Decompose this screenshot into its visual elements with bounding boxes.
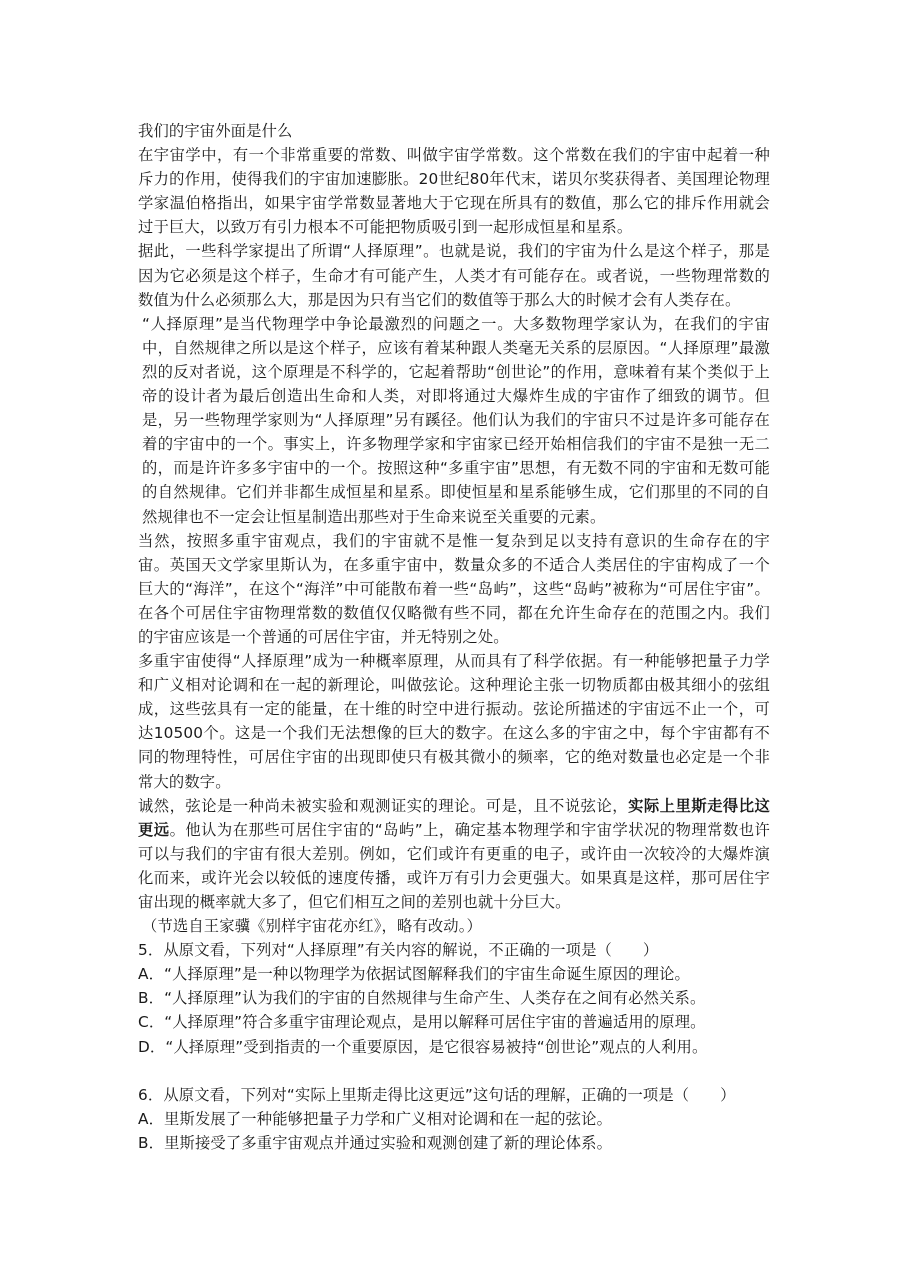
question-6-option-b: B．里斯接受了多重宇宙观点并通过实验和观测创建了新的理论体系。 [138, 1133, 613, 1152]
paragraph-5: 多重宇宙使得“人择原理”成为一种概率原理，从而具有了科学依据。有一种能够把量子力学和广义相对论调和在一起的新理论，叫做弦论。这种理论主张一切物质都由极其细小的弦组成，这些弦具有一定的能量，在十维的时空中进行振动。弦论所描述的宇宙远不止一个，可达10500个。这是一个我们无法想像的巨大的数字。在这么多的宇宙之中，每个宇宙都有不同的物理特性，可居住宇宙的出现即使只有极其微小的频率，它的绝对数量也必定是一个非常大的数字。 [138, 652, 770, 791]
paragraph-3: “人择原理”是当代物理学中争论最激烈的问题之一。大多数物理学家认为，在我们的宇宙中，自然规律之所以是这个样子，应该有着某种跟人类毫无关系的层原因。“人择原理”最激烈的反对者说，这个原理是不科学的，它起着帮助“创世论”的作用，意味着有某个类似于上帝的设计者为最后创造出生命和人类，对即将通过大爆炸生成的宇宙作了细致的调节。但是，另一些物理学家则为“人择原理”另有蹊径。他们认为我们的宇宙只不过是许多可能存在着的宇宙中的一个。事实上，许多物理学家和宇宙家已经开始相信我们的宇宙不是独一无二的，而是许许多多宇宙中的一个。按照这种“多重宇宙”思想，有无数不同的宇宙和无数可能的自然规律。它们并非都生成恒星和星系。即使恒星和星系能够生成，它们那里的不同的自然规律也不一定会让恒星制造出那些对于生命来说至关重要的元素。 [142, 314, 770, 526]
source-note: （节选自王家骥《别样宇宙花亦红》，略有改动。） [142, 917, 482, 936]
question-5-option-a: A．“人择原理”是一种以物理学为依据试图解释我们的宇宙生命诞生原因的理论。 [138, 965, 690, 984]
question-5-option-c: C．“人择原理”符合多重宇宙理论观点，是用以解释可居住宇宙的普遍适用的原理。 [138, 1013, 706, 1032]
question-5-stem: 5．从原文看，下列对“人择原理”有关内容的解说，不正确的一项是（ ） [138, 941, 659, 960]
document-page [138, 119, 770, 1155]
question-5-option-b: B．“人择原理”认为我们的宇宙的自然规律与生命产生、人类存在之间有必然关系。 [138, 989, 706, 1008]
paragraph-6 [138, 794, 770, 914]
question-6-option-a: A．里斯发展了一种能够把量子力学和广义相对论调和在一起的弦论。 [138, 1109, 613, 1128]
paragraph-6-start: 诚然，弦论是一种尚未被实验和观测证实的理论。可是，且不说弦论， [138, 796, 629, 815]
paragraph-1: 在宇宙学中，有一个非常重要的常数、叫做宇宙学常数。这个常数在我们的宇宙中起着一种斥力的作用，使得我们的宇宙加速膨胀。20世纪80年代末，诺贝尔奖获得者、美国理论物理学家温伯格指出，如果宇宙学常数显著地大于它现在所具有的数值，那么它的排斥作用就会过于巨大，以致万有引力根本不可能把物质吸引到一起形成恒星和星系。 [138, 146, 770, 237]
emphasized-sentence: 实际上里斯走得比这更远 [138, 796, 770, 839]
paragraph-4: 当然，按照多重宇宙观点，我们的宇宙就不是惟一复杂到足以支持有意识的生命存在的宇宙。英国天文学家里斯认为，在多重宇宙中，数量众多的不适合人类居住的宇宙构成了一个巨大的“海洋”，在这个“海洋”中可能散布着一些“岛屿”，这些“岛屿”被称为“可居住宇宙”。在各个可居住宇宙物理常数的数值仅仅略微有些不同，都在允许生命存在的范围之内。我们的宇宙应该是一个普通的可居住宇宙，并无特别之处。 [138, 531, 770, 646]
paragraph-2: 据此，一些科学家提出了所谓“人择原理”。也就是说，我们的宇宙为什么是这个样子，那是因为它必须是这个样子，生命才有可能产生，人类才有可能存在。或者说，一些物理常数的数值为什么必须那么大，那是因为只有当它们的数值等于那么大的时候才会有人类存在。 [138, 242, 770, 309]
question-6-stem: 6．从原文看，下列对“实际上里斯走得比这更远”这句话的理解，正确的一项是（ ） [138, 1085, 736, 1104]
question-5-option-d: D．“人择原理”受到指责的一个重要原因，是它很容易被持“创世论”观点的人利用。 [138, 1037, 708, 1056]
article-title: 我们的宇宙外面是什么 [138, 122, 293, 140]
paragraph-6-end: 。他认为在那些可居住宇宙的“岛屿”上，确定基本物理学和宇宙学状况的物理常数也许可以与我们的宇宙有很大差别。例如，它们或许有更重的电子，或许由一次较冷的大爆炸演化而来，或许光会以较低的速度传播，或许万有引力会更强大。如果真是这样，那可居住宇宙出现的概率就大多了，但它们相互之间的差别也就十分巨大。 [138, 820, 771, 911]
